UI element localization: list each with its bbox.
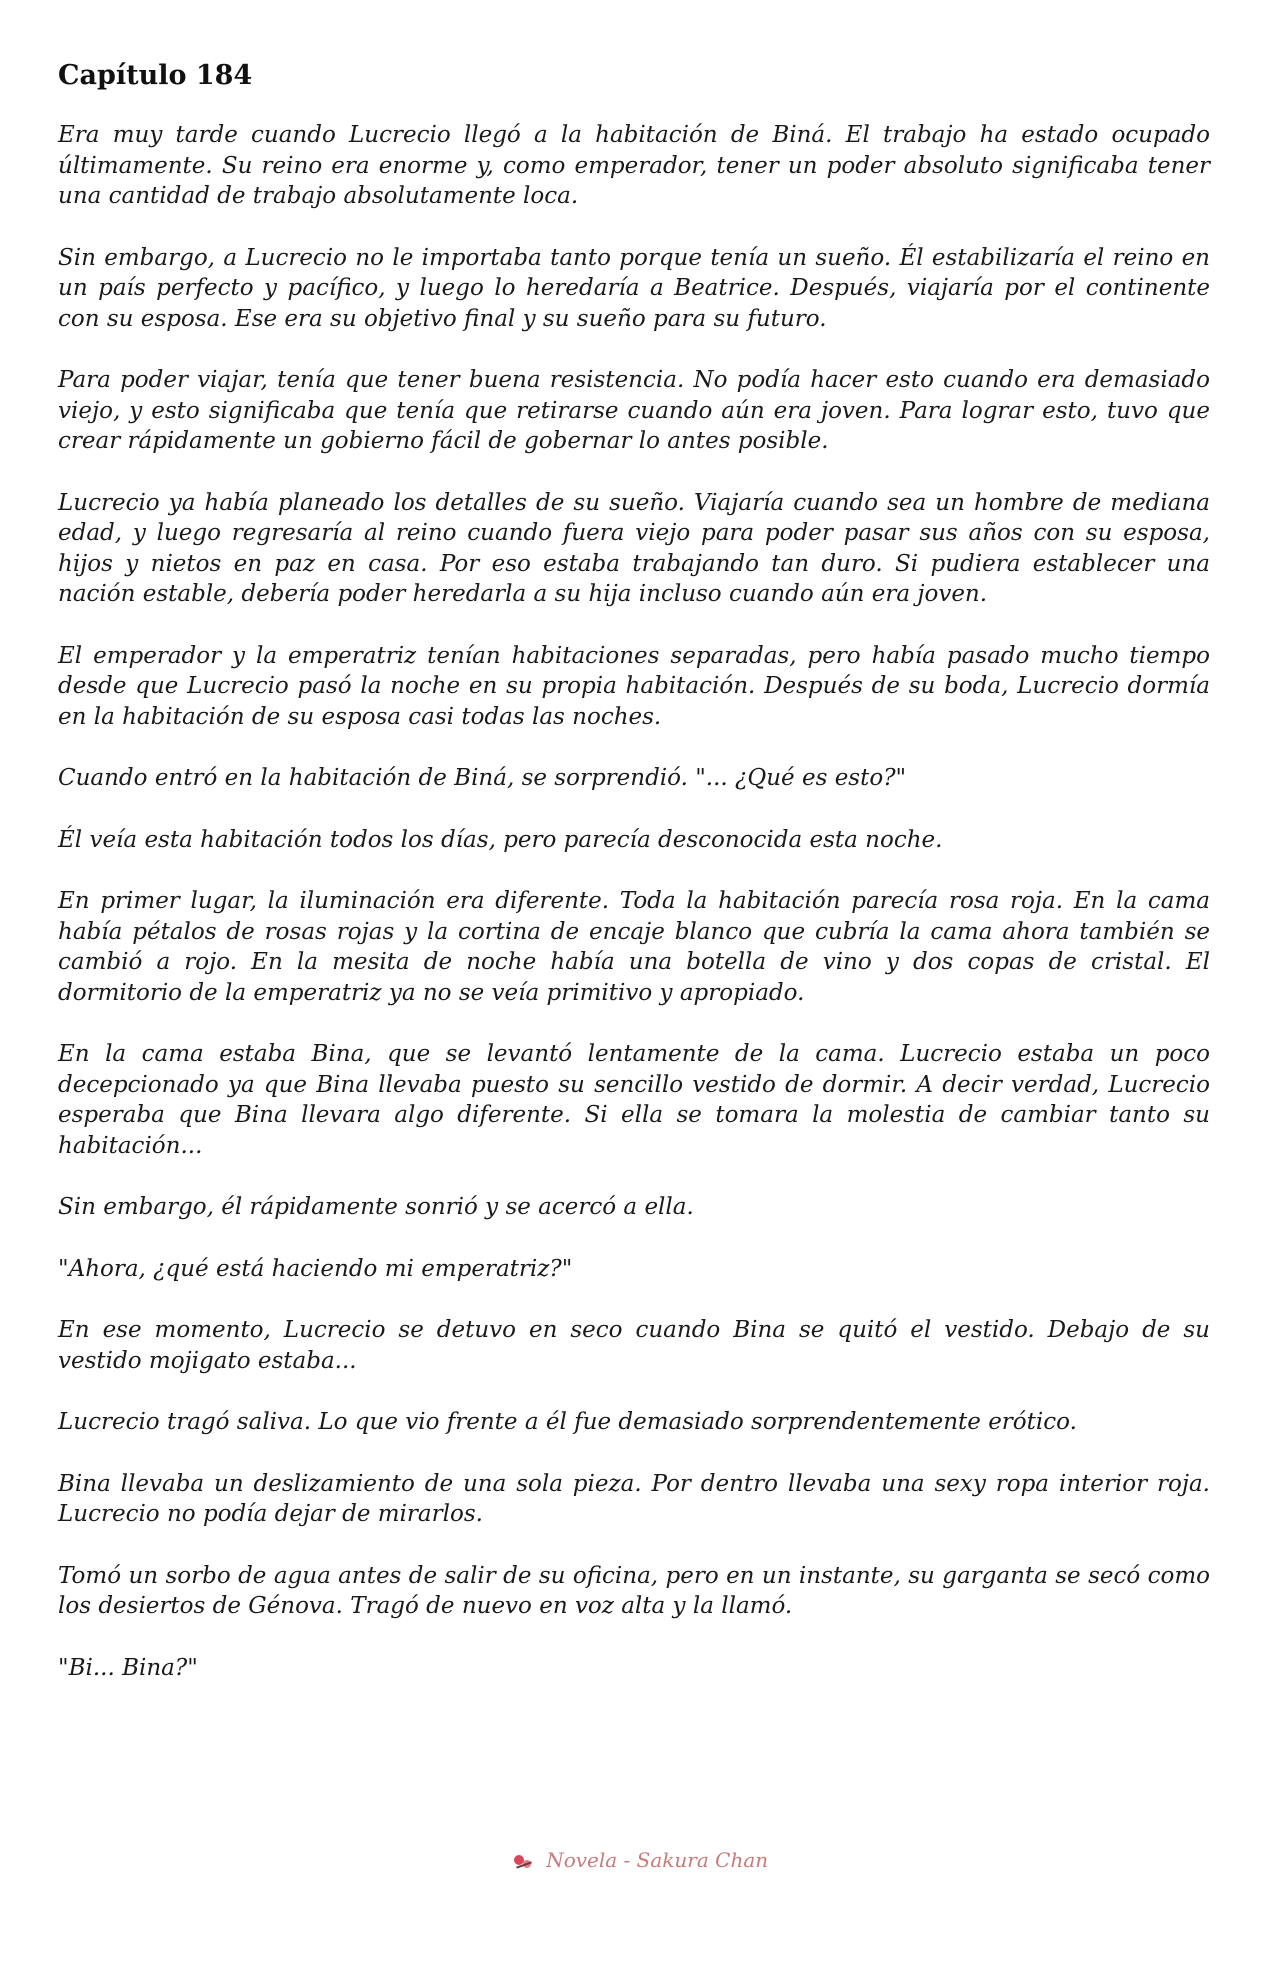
paragraph: Lucrecio tragó saliva. Lo que vio frente a él fue demasiado sorprendentemente erótico. (58, 1409, 1077, 1435)
watermark-text: Novela - Sakura Chan (546, 1848, 769, 1872)
footer-watermark (0, 1848, 1280, 1872)
chapter-title: Capítulo 184 (58, 60, 253, 91)
paragraph: "Ahora, ¿qué está haciendo mi emperatriz?" (58, 1255, 573, 1282)
paragraph: En ese momento, Lucrecio se detuvo en seco cuando Bina se quitó el vestido. Debajo de su vestido mojigato estaba... (58, 1317, 1210, 1374)
sakura-flower-icon (512, 1852, 536, 1872)
paragraph: Cuando entró en la habitación de Biná, se sorprendió. "... ¿Qué es esto?" (58, 765, 907, 791)
paragraph: Tomó un sorbo de agua antes de salir de su oficina, pero en un instante, su garganta se secó como los desiertos de Génova. Tragó de nuevo en voz alta y la llamó. (58, 1562, 1210, 1619)
paragraph: Era muy tarde cuando Lucrecio llegó a la habitación de Biná. El trabajo ha estado ocupado últimamente. Su reino era enorme y, como emperador, tener un poder absoluto significaba tener una cantidad de trabajo absolutamente loca. (58, 122, 1210, 209)
paragraph: En la cama estaba Bina, que se levantó lentamente de la cama. Lucrecio estaba un poco decepcionado ya que Bina llevaba puesto su sencillo vestido de dormir. A decir verdad, Lucrecio esperaba que Bina llevara algo diferente. Si ella se tomara la molestia de cambiar tanto su habitación... (58, 1041, 1210, 1159)
paragraph: Él veía esta habitación todos los días, pero parecía desconocida esta noche. (58, 826, 943, 853)
paragraph: Bina llevaba un deslizamiento de una sola pieza. Por dentro llevaba una sexy ropa interior roja. Lucrecio no podía dejar de mirarlos. (58, 1470, 1210, 1527)
paragraph: En primer lugar, la iluminación era diferente. Toda la habitación parecía rosa roja. En la cama había pétalos de rosas rojas y la cortina de encaje blanco que cubría la cama ahora también se cambió a rojo. En la mesita de noche había una botella de vino y dos copas de cristal. El dormitorio de la emperatriz ya no se veía primitivo y apropiado. (58, 888, 1210, 1006)
paragraph: Lucrecio ya había planeado los detalles de su sueño. Viajaría cuando sea un hombre de mediana edad, y luego regresaría al reino cuando fuera viejo para poder pasar sus años con su esposa, hijos y nietos en paz en casa. Por eso estaba trabajando tan duro. Si pudiera establecer una nación estable, debería poder heredarla a su hija incluso cuando aún era joven. (58, 489, 1210, 607)
document-page (58, 56, 1210, 1714)
paragraph: Sin embargo, a Lucrecio no le importaba tanto porque tenía un sueño. Él estabilizaría el reino en un país perfecto y pacífico, y luego lo heredaría a Beatrice. Después, viajaría por el continente con su esposa. Ese era su objetivo final y su sueño para su futuro. (58, 244, 1210, 332)
paragraph: Sin embargo, él rápidamente sonrió y se acercó a ella. (58, 1194, 694, 1220)
paragraph: "Bi... Bina?" (58, 1654, 198, 1681)
paragraph: El emperador y la emperatriz tenían habitaciones separadas, pero había pasado mucho tiempo desde que Lucrecio pasó la noche en su propia habitación. Después de su boda, Lucrecio dormía en la habitación de su esposa casi todas las noches. (58, 642, 1210, 730)
paragraph: Para poder viajar, tenía que tener buena resistencia. No podía hacer esto cuando era demasiado viejo, y esto significaba que tenía que retirarse cuando aún era joven. Para lograr esto, tuvo que crear rápidamente un gobierno fácil de gobernar lo antes posible. (58, 367, 1210, 454)
